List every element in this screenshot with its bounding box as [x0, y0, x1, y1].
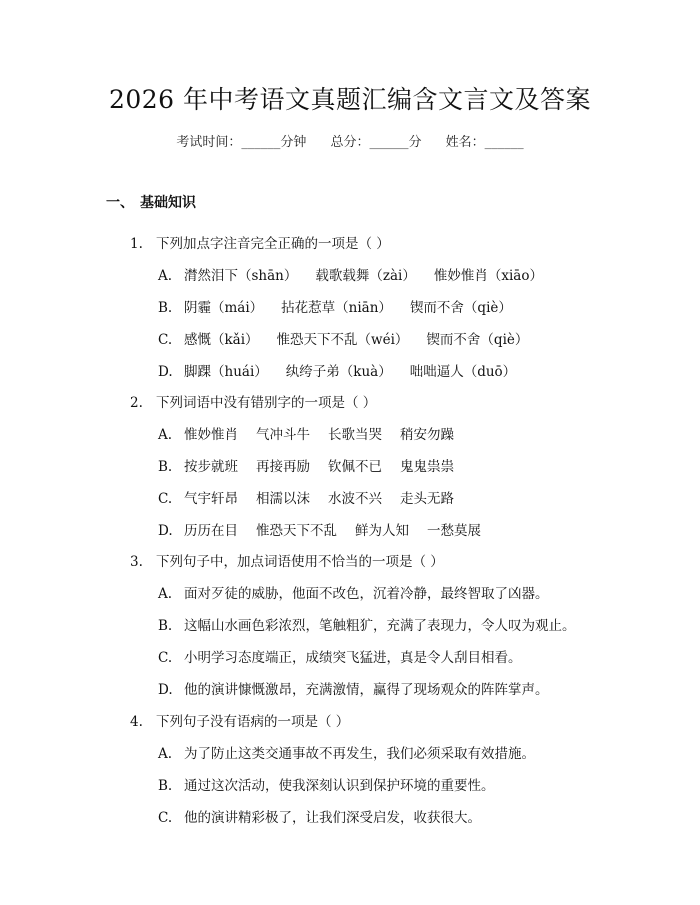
option-text: 气宇轩昂	[184, 491, 238, 507]
answer-option[interactable]	[158, 742, 553, 762]
option-letter: B.	[158, 459, 173, 475]
option-text: 感慨（kǎi）	[184, 332, 259, 348]
option-letter: A.	[158, 268, 173, 284]
answer-option[interactable]	[158, 646, 540, 666]
option-text: 为了防止这类交通事故不再发生，我们必须采取有效措施。	[184, 746, 535, 762]
answer-option[interactable]	[158, 678, 567, 698]
option-text: 咄咄逼人（duō）	[409, 364, 517, 380]
question-text: 下列加点字注音完全正确的一项是（ ）	[156, 236, 390, 252]
option-letter: C.	[158, 332, 173, 348]
question-number: 3.	[130, 554, 143, 570]
option-text: 鬼鬼祟祟	[400, 459, 454, 475]
option-letter: D.	[158, 364, 173, 380]
answer-option[interactable]	[158, 774, 513, 794]
question-text: 下列词语中没有错别字的一项是（ ）	[156, 395, 377, 411]
option-text: 走头无路	[400, 491, 454, 507]
answer-option[interactable]	[158, 423, 472, 443]
option-text: 惟恐天下不乱	[256, 523, 337, 539]
question-text: 下列句子没有语病的一项是（ ）	[156, 714, 350, 730]
exam-meta	[0, 131, 700, 150]
option-letter: B.	[158, 778, 173, 794]
question-stem	[130, 710, 349, 730]
option-text: 惟恐天下不乱（wéi）	[276, 332, 409, 348]
option-letter: A.	[158, 586, 173, 602]
option-text: 惟妙惟肖（xiāo）	[433, 268, 543, 284]
option-text: 脚踝（huái）	[184, 364, 268, 380]
option-text: 通过这次活动，使我深刻认识到保护环境的重要性。	[184, 778, 495, 794]
option-letter: A.	[158, 427, 173, 443]
option-text: 水波不兴	[328, 491, 382, 507]
option-text: 锲而不舍（qiè）	[426, 332, 529, 348]
option-text: 一愁莫展	[427, 523, 481, 539]
option-text: 鲜为人知	[355, 523, 409, 539]
option-letter: C.	[158, 491, 173, 507]
option-text: 相濡以沫	[256, 491, 310, 507]
option-text: 小明学习态度端正，成绩突飞猛进，真是令人刮目相看。	[184, 650, 522, 666]
option-text: 锲而不舍（qiè）	[409, 300, 512, 316]
option-text: 钦佩不已	[328, 459, 382, 475]
question-stem	[130, 391, 376, 411]
option-text: 稍安勿躁	[400, 427, 454, 443]
question-stem	[130, 232, 390, 252]
option-text: 这幅山水画色彩浓烈，笔触粗犷，充满了表现力，令人叹为观止。	[184, 618, 576, 634]
answer-option[interactable]	[158, 614, 594, 634]
answer-option[interactable]	[158, 296, 530, 316]
student-name: 姓名：______	[445, 135, 524, 150]
answer-option[interactable]	[158, 328, 546, 348]
option-letter: C.	[158, 810, 173, 826]
option-text: 纨绔子弟（kuà）	[285, 364, 392, 380]
option-letter: B.	[158, 300, 173, 316]
option-text: 他的演讲慷慨激昂，充满激情，赢得了现场观众的阵阵掌声。	[184, 682, 549, 698]
answer-option[interactable]	[158, 582, 567, 602]
answer-option[interactable]	[158, 360, 534, 380]
option-letter: D.	[158, 523, 173, 539]
option-letter: A.	[158, 746, 173, 762]
question-number: 1.	[130, 236, 143, 252]
section-heading	[106, 192, 196, 212]
option-text: 他的演讲精彩极了，让我们深受启发，收获很大。	[184, 810, 481, 826]
question-text: 下列句子中，加点词语使用不恰当的一项是（ ）	[156, 554, 444, 570]
total-score: 总分：______分	[330, 135, 422, 150]
option-text: 面对歹徒的威胁，他面不改色，沉着冷静，最终智取了凶器。	[184, 586, 549, 602]
option-text: 载歌载舞（zài）	[315, 268, 416, 284]
exam-time: 考试时间：______分钟	[176, 135, 307, 150]
answer-option[interactable]	[158, 487, 472, 507]
option-text: 潸然泪下（shān）	[184, 268, 298, 284]
question-number: 2.	[130, 395, 143, 411]
option-text: 拈花惹草（niān）	[281, 300, 392, 316]
option-text: 按步就班	[184, 459, 238, 475]
option-text: 再接再励	[256, 459, 310, 475]
answer-option[interactable]	[158, 264, 561, 284]
answer-option[interactable]	[158, 806, 499, 826]
option-text: 阴霾（mái）	[184, 300, 264, 316]
option-letter: C.	[158, 650, 173, 666]
option-text: 历历在目	[184, 523, 238, 539]
option-text: 长歌当哭	[328, 427, 382, 443]
option-letter: B.	[158, 618, 173, 634]
answer-option[interactable]	[158, 519, 499, 539]
answer-option[interactable]	[158, 455, 472, 475]
page-title: 2026 年中考语文真题汇编含文言文及答案	[108, 85, 592, 114]
question-number: 4.	[130, 714, 143, 730]
option-text: 惟妙惟肖	[184, 427, 238, 443]
option-letter: D.	[158, 682, 173, 698]
section-number: 一、	[106, 195, 134, 211]
option-text: 气冲斗牛	[256, 427, 310, 443]
question-stem	[130, 550, 444, 570]
section-label: 基础知识	[140, 195, 196, 211]
